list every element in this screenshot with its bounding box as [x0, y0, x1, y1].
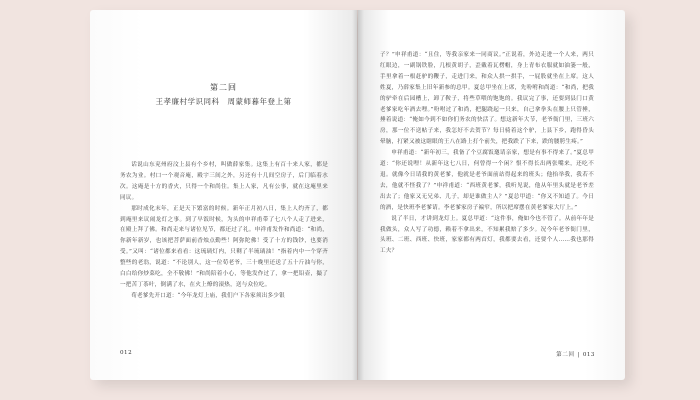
left-page-number: 012 — [120, 350, 133, 356]
left-page — [90, 10, 357, 380]
right-page-body — [380, 50, 594, 341]
right-page-number: 013 — [582, 352, 595, 358]
left-page-body — [120, 160, 328, 338]
right-page — [358, 10, 625, 380]
chapter-number: 第二回 — [210, 83, 237, 92]
open-book — [90, 10, 625, 380]
running-chapter: 第二回 — [556, 352, 575, 358]
paragraph: 申祥甫道：“新年初三，我备了个豆腐饭邀请亲家，想是有事不得来了。”夏总甲道：“你还说哩！从新年这七八日，何曾得一个闲？恨不得长出两张嘴来，还吃不退。就像今日请我的黄老爹，他就是老爷面前站得起来的班头；他抬举我，我若不去，他就不怪我了？”申祥甫道：“西班黄老爹，我听见说，他从年里头就是老爷差出去了；他家又无兄弟、儿子，却是谁做主人？”夏总甲道：“你又不知道了。今日的酒，是快班李老爹请。李老爹家房子褊窄，所以把席摆在黄老爹家大厅上。” — [380, 150, 594, 211]
folio-separator: | — [577, 352, 580, 358]
book-gutter — [352, 10, 364, 380]
paragraph: 话说山东兖州府汶上县有个乡村，叫做薛家集。这集上有百十来人家，都是务农为业。村口一个观音庵，殿宇三间之外，另还有十几间空房子，后门临着水次。这庵是十方的香火，只得一个和尚住。集上人家，凡有公事，就在这庵里来同议。 — [120, 162, 328, 201]
paragraph: 那时成化末年，正是天下繁富的时候。新年正月初八日，集上人约齐了，都到庵里来议闹龙灯之事。到了早饭时候，为头的申祥甫带了七八个人走了进来，在殿上拜了佛。和尚走来与诸位见节，都还过了礼。申祥甫发作和尚道：“和尚，你新年新岁，也该把菩萨面前香烛点勤些！阿弥陀佛！受了十方的钱钞，也要消受。”又叫：“诸位都来看看：这琉璃灯内，只剩了半琉璃油！”指着内中一个穿齐整些的老翁，说道：“不论别人，这一位荀老爷，三十晚里还送了五十斤油与你，白白给你炒菜吃，全不敬佛！”和尚陪着小心，等他发作过了，拿一把铅壶，撮了一把苦丁茶叶，倒满了水，在火上燎的滚热，送与众位吃。 — [120, 205, 328, 288]
paragraph: 子？”申祥甫道：“且住，等我亲家来一同商议。”正说着，外边走进一个人来，两只红眼边，一副锅铁脸，几根黄胡子，歪戴着瓦楞帽，身上青布衣服就如油篓一般，手里拿着一根赶驴的鞭子，走进门来，和众人拱一拱手，一屁股就坐在上席。这人姓夏，乃薛家集上旧年新参的总甲。夏总甲坐在上席，先吩咐和尚道：“和尚，把我的驴牵在后园槽上，卸了鞍子，将些草喂的饱饱的。我议完了事，还要到县门口黄老爹家吃年酒去哩。”吩咐过了和尚，把腿跷起一只来，自己拿拳头在腰上只管捶，捶着说道：“俺如今到不如你们务农的快活了。想这新年大节，老爷衙门里，三班六房，那一位不送帖子来，我怎好不去贺节？每日骑着这个驴，上县下乡，跑得昏头晕脑，打紧又被这瞎眼的王八在路上打个前失，把我跌了下来，跌的腰胯生疼。” — [380, 52, 594, 146]
paragraph: 说了半日，才讲到龙灯上。夏总甲道：“这件事，俺如今也不管了。从前年年是我做头，众人写了功德，赖着不拿出来，不知累我赔了多少。况今年老爷衙门里，头班、二班、西班、快班，家家都有两首灯，我都要去看，还要个人……我也那得工夫？ — [380, 215, 594, 255]
chapter-title: 王孝廉村学识同科 周蒙师暮年登上第 — [155, 97, 292, 106]
right-page-footer — [556, 350, 595, 358]
paragraph: 荀老爹先开口道：“今年龙灯上庙，我们户下各家须出多少银 — [131, 292, 285, 299]
